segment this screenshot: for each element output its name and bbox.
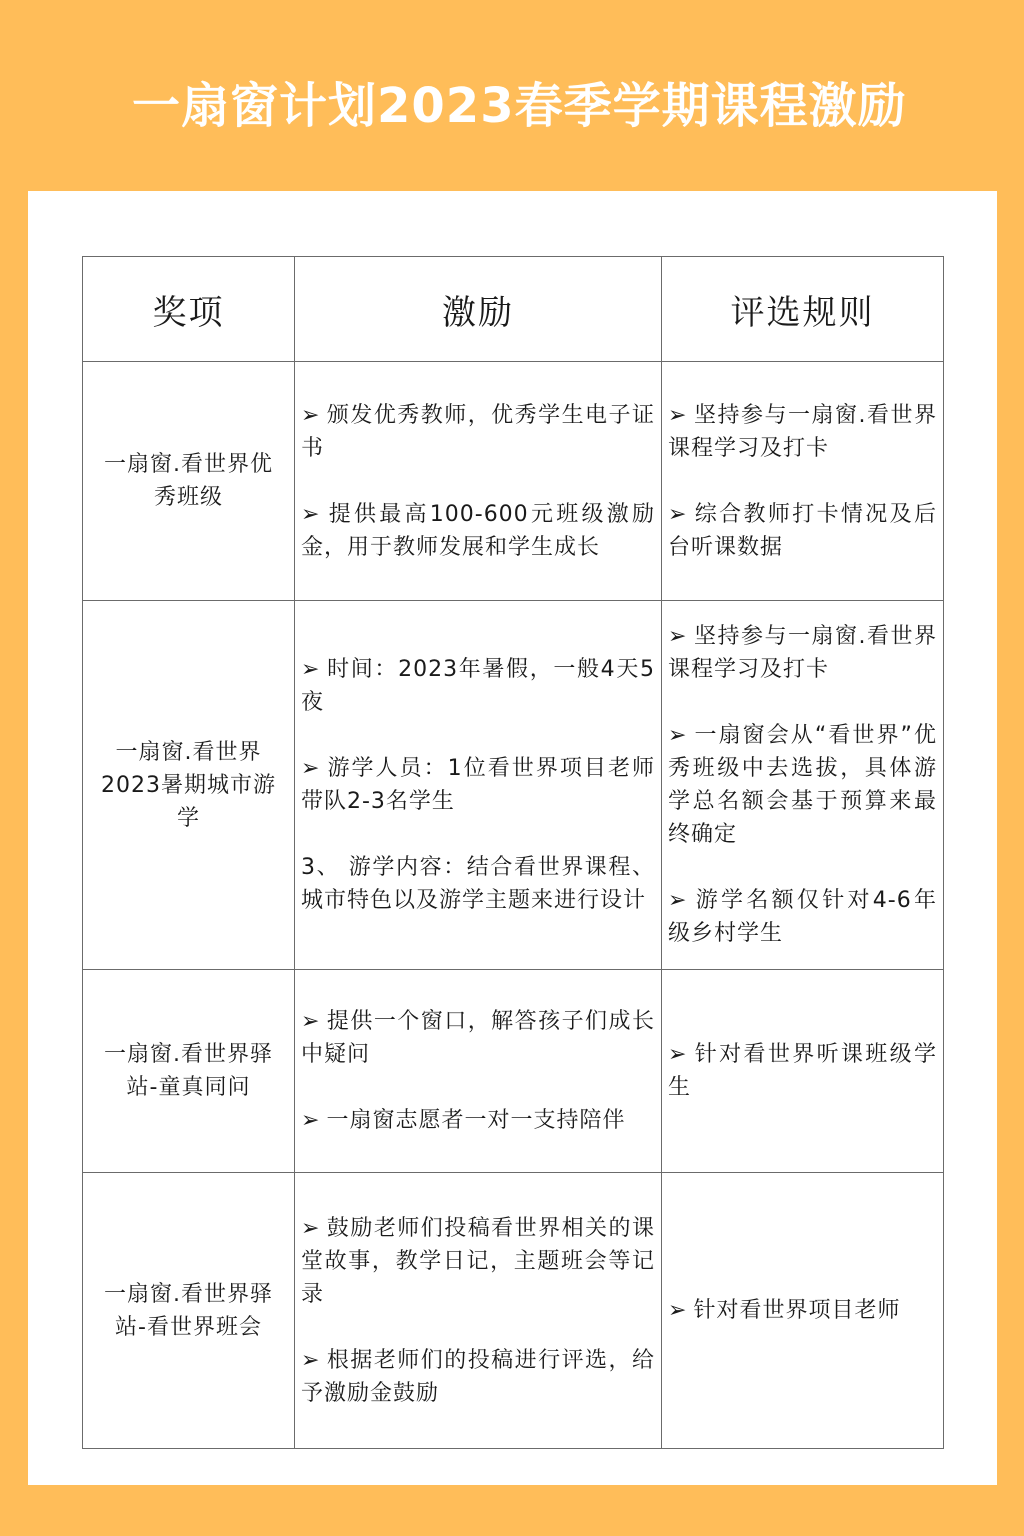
- incentive-item: ➢ 游学人员：1位看世界项目老师带队2-3名学生: [301, 752, 655, 818]
- award-cell: [83, 362, 295, 601]
- incentive-item: ➢ 时间：2023年暑假，一般4天5夜: [301, 653, 655, 719]
- rule-item: ➢ 针对看世界听课班级学生: [668, 1038, 937, 1104]
- incentive-item: ➢ 鼓励老师们投稿看世界相关的课堂故事，教学日记，主题班会等记录: [301, 1212, 655, 1311]
- table-row: [83, 601, 944, 970]
- table-header-row: [83, 257, 944, 362]
- header-award: 奖项: [83, 257, 295, 362]
- incentive-cell: [295, 362, 662, 601]
- arrowhead-bullet-icon: ➢: [668, 624, 688, 649]
- incentive-item: ➢ 一扇窗志愿者一对一支持陪伴: [301, 1104, 655, 1137]
- incentive-item: ➢ 提供最高100-600元班级激励金，用于教师发展和学生成长: [301, 498, 655, 564]
- arrowhead-bullet-icon: ➢: [301, 1009, 321, 1034]
- award-name: 一扇窗.看世界驿站-看世界班会: [104, 1281, 273, 1340]
- content-card: [28, 191, 997, 1485]
- incentive-item: ➢ 提供一个窗口，解答孩子们成长中疑问: [301, 1005, 655, 1071]
- arrowhead-bullet-icon: ➢: [301, 756, 321, 781]
- incentive-cell: [295, 601, 662, 970]
- arrowhead-bullet-icon: ➢: [301, 1347, 321, 1373]
- award-name: 一扇窗.看世界驿站-童真同问: [104, 1042, 273, 1100]
- header-rules: 评选规则: [662, 257, 944, 362]
- arrowhead-bullet-icon: ➢: [301, 501, 321, 527]
- award-cell: [83, 601, 295, 970]
- rules-cell: [662, 362, 944, 601]
- table-row: [83, 362, 944, 601]
- arrowhead-bullet-icon: ➢: [668, 1298, 688, 1323]
- incentive-cell: [295, 970, 662, 1173]
- rules-cell: [662, 1173, 944, 1449]
- arrowhead-bullet-icon: ➢: [301, 1215, 321, 1241]
- rule-item: ➢ 坚持参与一扇窗.看世界课程学习及打卡: [668, 399, 937, 465]
- award-table: [82, 256, 944, 1449]
- arrowhead-bullet-icon: ➢: [301, 1108, 321, 1133]
- rule-item: ➢ 针对看世界项目老师: [668, 1294, 937, 1327]
- rules-cell: [662, 601, 944, 970]
- incentive-item: ➢ 颁发优秀教师，优秀学生电子证书: [301, 399, 655, 465]
- arrowhead-bullet-icon: ➢: [668, 888, 688, 913]
- arrowhead-bullet-icon: ➢: [301, 657, 321, 682]
- rule-item: ➢ 游学名额仅针对4-6年级乡村学生: [668, 884, 937, 950]
- arrowhead-bullet-icon: ➢: [668, 1042, 688, 1067]
- award-cell: [83, 1173, 295, 1449]
- award-cell: [83, 970, 295, 1173]
- incentive-item: ➢ 根据老师们的投稿进行评选，给予激励金鼓励: [301, 1344, 655, 1410]
- arrowhead-bullet-icon: ➢: [668, 501, 688, 527]
- incentive-cell: [295, 1173, 662, 1449]
- incentive-item: 3、 游学内容：结合看世界课程、城市特色以及游学主题来进行设计: [301, 855, 655, 913]
- arrowhead-bullet-icon: ➢: [301, 402, 321, 428]
- award-name: 一扇窗.看世界2023暑期城市游学: [101, 739, 276, 831]
- table-row: [83, 970, 944, 1173]
- arrowhead-bullet-icon: ➢: [668, 723, 688, 748]
- rule-item: ➢ 综合教师打卡情况及后台听课数据: [668, 498, 937, 564]
- rule-item: ➢ 坚持参与一扇窗.看世界课程学习及打卡: [668, 620, 937, 686]
- header-incentive: 激励: [295, 257, 662, 362]
- page-title: 一扇窗计划2023春季学期课程激励: [132, 78, 907, 134]
- arrowhead-bullet-icon: ➢: [668, 402, 688, 428]
- rules-cell: [662, 970, 944, 1173]
- rule-item: ➢ 一扇窗会从“看世界”优秀班级中去选拔，具体游学总名额会基于预算来最终确定: [668, 719, 937, 851]
- award-name: 一扇窗.看世界优秀班级: [104, 452, 273, 510]
- table-row: [83, 1173, 944, 1449]
